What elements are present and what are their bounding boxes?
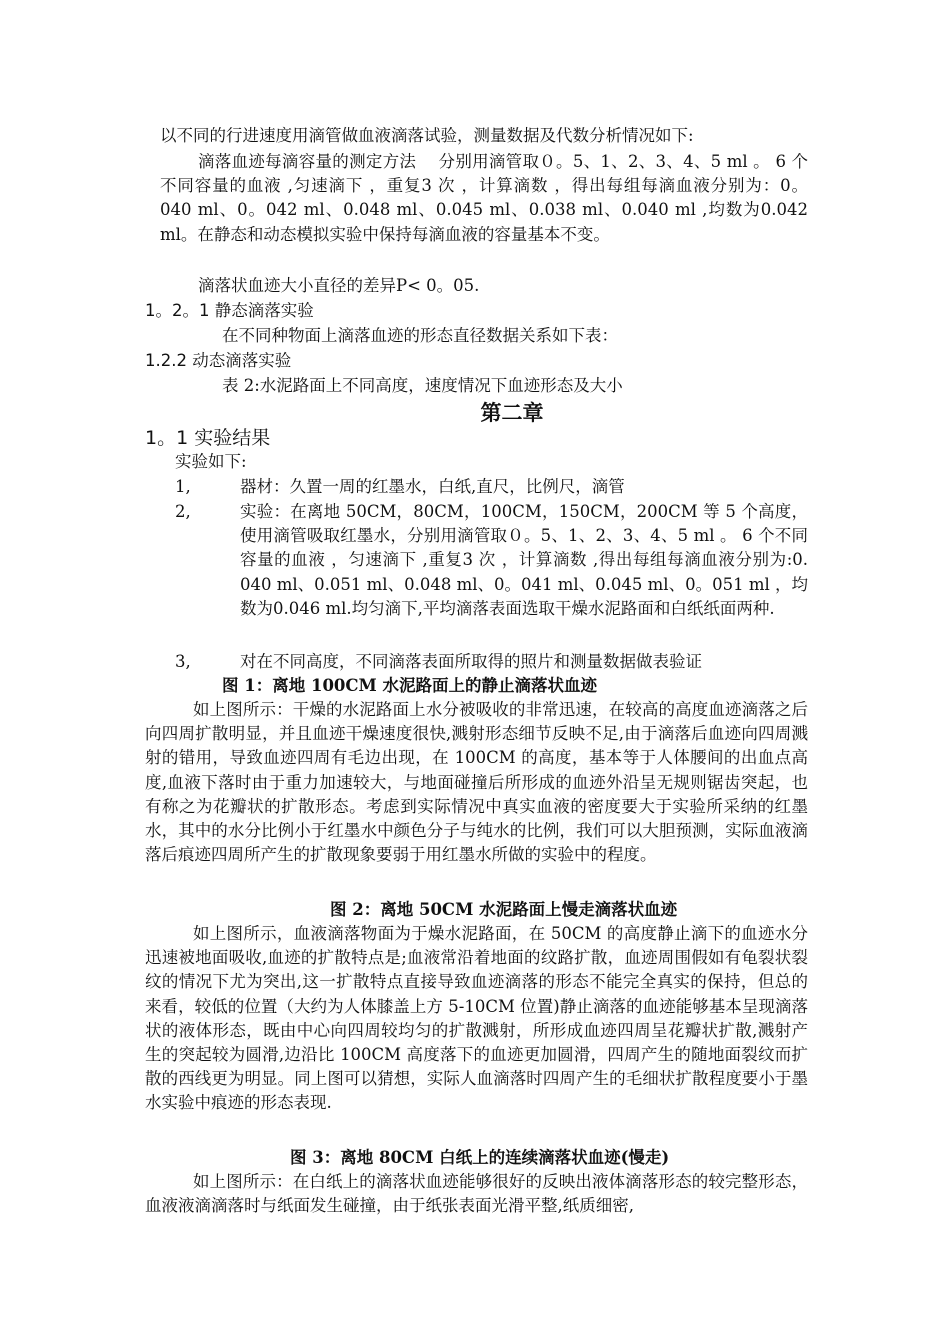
list-item-number: 2,: [175, 502, 191, 521]
figure-caption-2: 图 2：离地 50CM 水泥路面上慢走滴落状血迹: [330, 900, 678, 919]
section-text-121: 在不同种物面上滴落血迹的形态直径数据关系如下表：: [222, 326, 618, 345]
list-item-text: 器材：久置一周的红墨水，白纸,直尺，比例尺，滴管: [240, 477, 625, 496]
section-heading-11: 1。1 实验结果: [145, 427, 271, 449]
section-heading-122: 1.2.2 动态滴落实验: [145, 351, 292, 370]
chapter-title: 第二章: [480, 401, 544, 425]
figure-caption-3: 图 3：离地 80CM 白纸上的连续滴落状血迹(慢走): [290, 1148, 670, 1167]
figure-paragraph-1: 如上图所示：干燥的水泥路面上水分被吸收的非常迅速，在较高的高度血迹滴落之后向四周扩散明显，并且血迹干燥速度很快,溅射形态细节反映不足,由于滴落后血迹向四周溅射的错用，导致血迹四周有毛边出现，在 100CM 的高度，基本等于人体腰间的出血点高度,血液下落时由于重力加速较大，与地面碰撞后所形成的血迹外沿呈无规则锯齿突起，也有称之为花瓣状的扩散形态。考虑到实际情况中真实血液的密度要大于实验所采纳的红墨水，其中的水分比例小于红墨水中颜色分子与纯水的比例，我们可以大胆预测，实际血液滴落后痕迹四周所产生的扩散现象要弱于用红墨水所做的实验中的程度。: [145, 700, 808, 865]
method-paragraph: 滴落血迹每滴容量的测定方法 分别用滴管取０。5、1、2、3、4、5 ml 。 6 个不同容量的血液 ,匀速滴下 ，重复3 次 ，计算滴数 ，得出每组每滴血液分别为：0。 040 ml、0。042 ml、0.048 ml、0.045 ml、0.038 ml、0.040 ml ,均数为0.042 ml。在静态和动态模拟实验中保持每滴血液的容量基本不变。: [160, 152, 808, 244]
section-text-122: 表 2:水泥路面上不同高度，速度情况下血迹形态及大小: [222, 376, 623, 395]
list-item-text: 对在不同高度，不同滴落表面所取得的照片和测量数据做表验证: [240, 652, 702, 671]
figure-caption-1: 图 1：离地 100CM 水泥路面上的静止滴落状血迹: [222, 676, 598, 695]
list-item-text: 实验：在离地 50CM，80CM，100CM，150CM，200CM 等 5 个高度，使用滴管吸取红墨水，分别用滴管取０。5、1、2、3、4、5 ml 。 6 个不同容量的血液 ，匀速滴下 ,重复3 次 ，计算滴数 ,得出每组每滴血液分别为:0. 040 ml、0.051 ml、0.048 ml、0。041 ml、0.045 ml、0。051 ml ，均数为0.046 ml.均匀滴下,平均滴落表面选取干燥水泥路面和白纸纸面两种.: [240, 502, 808, 618]
section-heading-121: 1。2。1 静态滴落实验: [145, 301, 314, 320]
intro-line: 以不同的行进速度用滴管做血液滴落试验，测量数据及代数分析情况如下:: [160, 126, 694, 145]
list-item-number: 3,: [175, 652, 191, 671]
list-item-number: 1,: [175, 477, 191, 496]
section-intro-11: 实验如下:: [175, 452, 247, 471]
figure-paragraph-3: 如上图所示：在白纸上的滴落状血迹能够很好的反映出液体滴落形态的较完整形态，血液液滴滴落时与纸面发生碰撞，由于纸张表面光滑平整,纸质细密,: [145, 1172, 808, 1216]
difference-line: 滴落状血迹大小直径的差异P< 0。05.: [198, 276, 480, 295]
figure-paragraph-2: 如上图所示，血液滴落物面为于燥水泥路面，在 50CM 的高度静止滴下的血迹水分迅速被地面吸收,血迹的扩散特点是;血液常沿着地面的纹路扩散，血迹周围假如有龟裂状裂纹的情况下尤为突出,这一扩散特点直接导致血迹滴落的形态不能完全真实的保持，但总的来看，较低的位置（大约为人体膝盖上方 5-10CM 位置)静止滴落的血迹能够基本呈现滴落状的液体形态，既由中心向四周较均匀的扩散溅射，所形成血迹四周呈花瓣状扩散,溅射产生的突起较为圆滑,边沿比 100CM 高度落下的血迹更加圆滑，四周产生的随地面裂纹而扩散的西线更为明显。同上图可以猜想，实际人血滴落时四周产生的毛细状扩散程度要小于墨水实验中痕迹的形态表现.: [145, 924, 808, 1113]
